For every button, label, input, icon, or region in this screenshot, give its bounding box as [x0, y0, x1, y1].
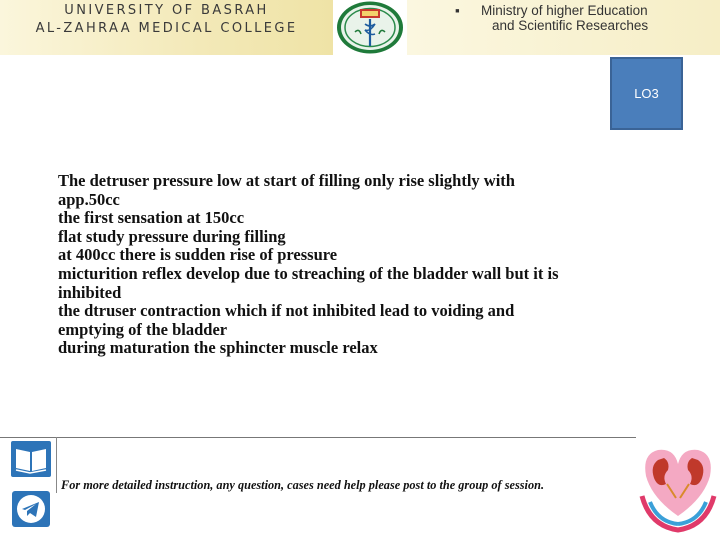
body-line: micturition reflex develop due to streaching of the bladder wall but it is: [58, 263, 559, 283]
footer-divider: [0, 437, 636, 438]
telegram-icon[interactable]: [8, 490, 54, 528]
ministry-line-2: and Scientific Researches: [492, 18, 649, 33]
body-line: inhibited: [58, 282, 122, 302]
university-name: UNIVERSITY OF BASRAH: [64, 3, 269, 18]
body-line: flat study pressure during filling: [58, 226, 286, 246]
body-line: the dtruser contraction which if not inhibited lead to voiding and: [58, 301, 515, 321]
ministry-line-1: Ministry of higher Education: [481, 3, 648, 18]
body-line: app.50cc: [58, 189, 120, 209]
body-line: at 400cc there is sudden rise of pressure: [58, 245, 338, 265]
header-left-banner: [0, 0, 333, 55]
body-line: emptying of the bladder: [58, 319, 228, 339]
book-icon[interactable]: [8, 439, 54, 479]
kidney-logo: [636, 436, 720, 534]
footer-vertical-divider: [56, 437, 57, 493]
learning-objective-badge: LO3: [610, 57, 683, 130]
footer-note: For more detailed instruction, any question, cases need help please post to the group of session.: [61, 478, 545, 492]
body-line: The detruser pressure low at start of filling only rise slightly with: [58, 171, 515, 190]
body-line: during maturation the sphincter muscle relax: [58, 338, 378, 358]
body-line: the first sensation at 150cc: [58, 208, 245, 228]
college-logo: [333, 0, 407, 55]
college-name: AL-ZAHRAA MEDICAL COLLEGE: [35, 21, 298, 36]
slide-body: [58, 172, 698, 358]
ministry-bullet: ▪: [455, 3, 460, 18]
